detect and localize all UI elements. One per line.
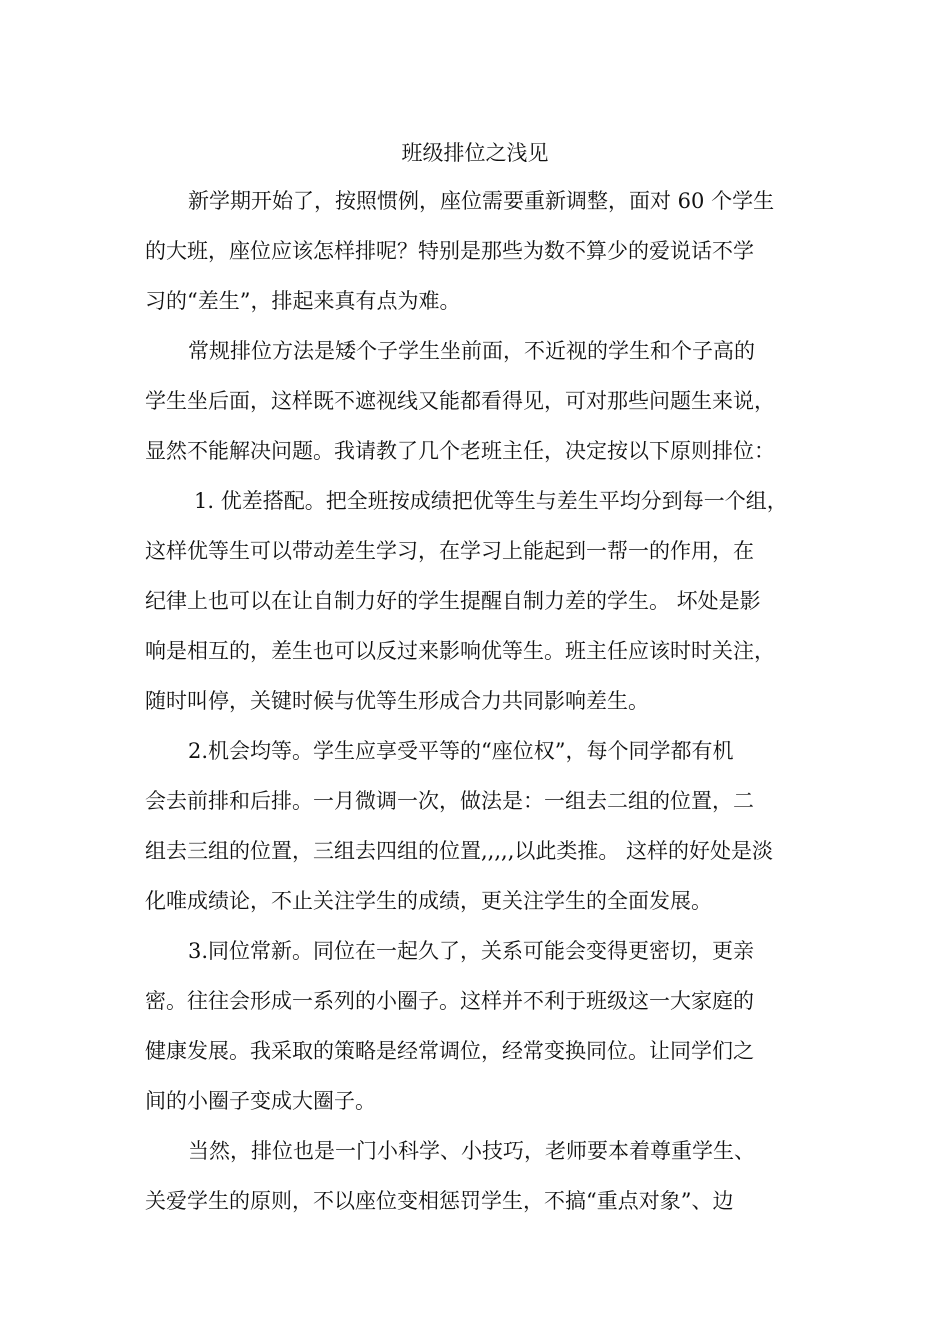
- paragraph-line: 学生坐后面，这样既不遮视线又能都看得见，可对那些问题生来说，: [145, 389, 775, 413]
- paragraph-line: 纪律上也可以在让自制力好的学生提醒自制力差的学生。 坏处是影: [145, 589, 761, 613]
- paragraph-line: 习的“差生”，排起来真有点为难。: [145, 289, 461, 313]
- paragraph-line: 会去前排和后排。一月微调一次，做法是：一组去二组的位置，二: [145, 789, 754, 813]
- paragraph-line: 健康发展。我采取的策略是经常调位，经常变换同位。让同学们之: [145, 1039, 754, 1063]
- paragraph-line: 这样优等生可以带动差生学习，在学习上能起到一帮一的作用，在: [145, 539, 754, 563]
- paragraph-line: 关爱学生的原则，不以座位变相惩罚学生，不搞“重点对象”、边: [145, 1189, 734, 1213]
- paragraph-line: 显然不能解决问题。我请教了几个老班主任，决定按以下原则排位：: [145, 439, 775, 463]
- paragraph-line: 当然，排位也是一门小科学、小技巧，老师要本着尊重学生、: [188, 1139, 755, 1163]
- paragraph-line: 间的小圈子变成大圈子。: [145, 1089, 376, 1113]
- paragraph-line: 密。往往会形成一系列的小圈子。这样并不利于班级这一大家庭的: [145, 989, 754, 1013]
- paragraph-line: 新学期开始了，按照惯例，座位需要重新调整，面对 60 个学生: [188, 189, 775, 213]
- document-title: 班级排位之浅见: [401, 141, 549, 165]
- paragraph-line: 响是相互的，差生也可以反过来影响优等生。班主任应该时时关注，: [145, 639, 775, 663]
- paragraph-line: 常规排位方法是矮个子学生坐前面，不近视的学生和个子高的: [188, 339, 755, 363]
- paragraph-line: 化唯成绩论，不止关注学生的成绩，更关注学生的全面发展。: [145, 889, 712, 913]
- paragraph-line: 1. 优差搭配。把全班按成绩把优等生与差生平均分到每一个组，: [194, 489, 788, 513]
- paragraph-line: 组去三组的位置，三组去四组的位置,,,,,以此类推。 这样的好处是淡: [145, 839, 774, 863]
- paragraph-line: 3.同位常新。同位在一起久了，关系可能会变得更密切，更亲: [188, 939, 755, 963]
- paragraph-line: 的大班，座位应该怎样排呢？特别是那些为数不算少的爱说话不学: [145, 239, 754, 263]
- paragraph-line: 随时叫停，关键时候与优等生形成合力共同影响差生。: [145, 689, 649, 713]
- paragraph-line: 2.机会均等。学生应享受平等的“座位权”，每个同学都有机: [188, 739, 734, 763]
